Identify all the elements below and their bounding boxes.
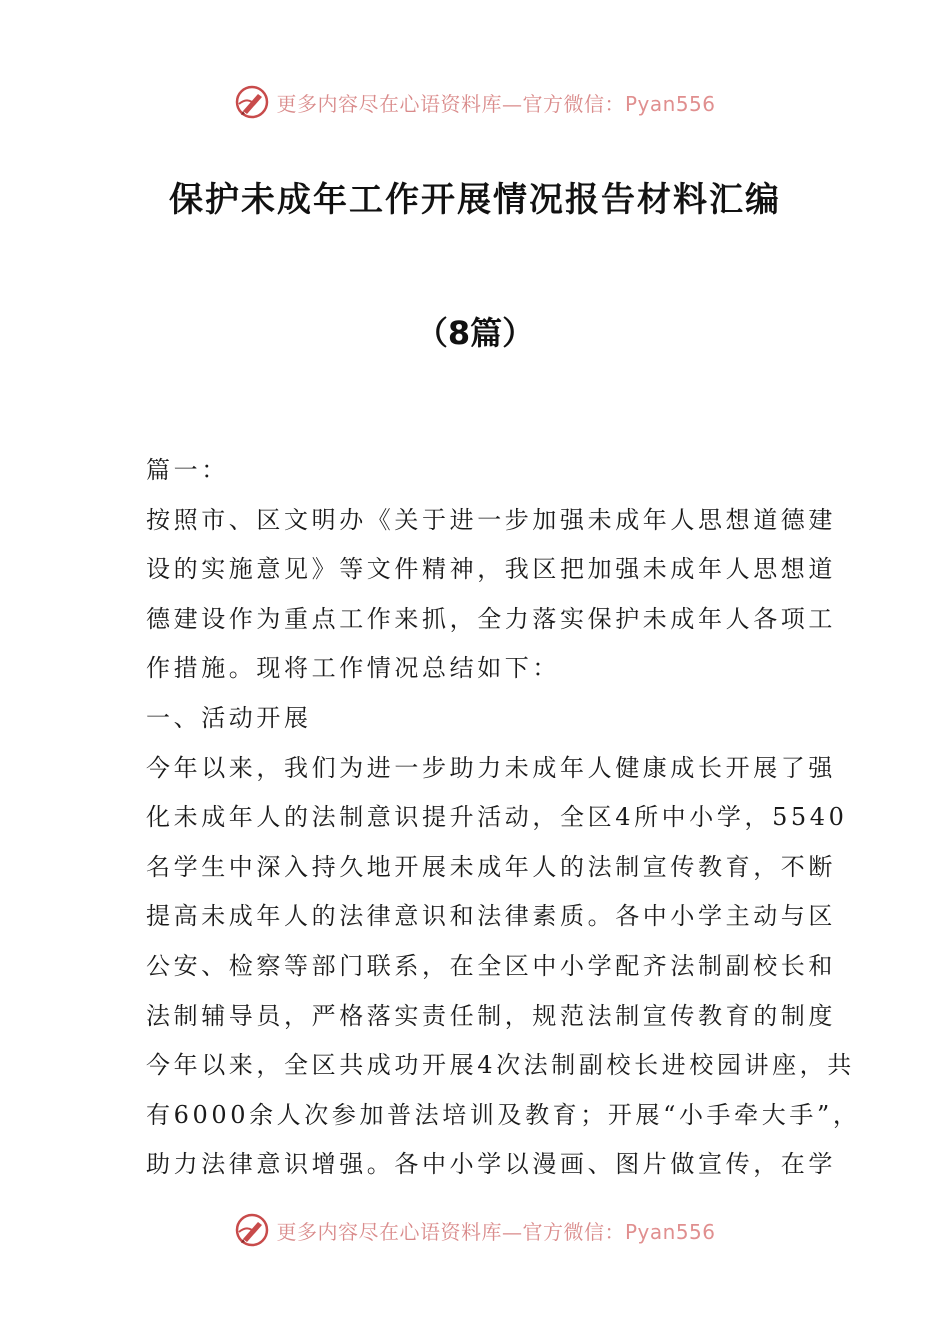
watermark-text: 更多内容尽在心语资料库—官方微信：Pyan556 xyxy=(276,1219,716,1244)
watermark-text: 更多内容尽在心语资料库—官方微信：Pyan556 xyxy=(276,91,716,116)
body-line: 篇一： xyxy=(146,456,229,484)
body-line: 按照市、区文明办《关于进一步加强未成年人思想道德建 xyxy=(146,505,836,534)
watermark-header xyxy=(0,82,950,122)
body-line: 今年以来，我们为进一步助力未成年人健康成长开展了强 xyxy=(146,753,836,782)
body-line: 作措施。现将工作情况总结如下： xyxy=(146,654,560,683)
section-heading: 一、活动开展 xyxy=(146,703,312,732)
document-body xyxy=(146,446,861,1190)
watermark-wechat-id: Pyan556 xyxy=(624,91,716,116)
watermark-wechat-id: Pyan556 xyxy=(624,1219,716,1244)
body-line: 名学生中深入持久地开展未成年人的法制宣传教育，不断 xyxy=(146,852,836,881)
pen-logo-icon xyxy=(234,1212,270,1248)
body-line: 法制辅导员，严格落实责任制，规范法制宣传教育的制度 xyxy=(146,1001,836,1030)
pen-logo-icon xyxy=(234,84,270,120)
watermark-footer xyxy=(0,1210,950,1250)
body-line: 提高未成年人的法律意识和法律素质。各中小学主动与区 xyxy=(146,902,836,931)
body-line: 化未成年人的法制意识提升活动，全区4所中小学，5540 xyxy=(146,803,848,832)
body-line: 今年以来，全区共成功开展4次法制副校长进校园讲座，共 xyxy=(146,1051,855,1080)
body-line: 助力法律意识增强。各中小学以漫画、图片做宣传，在学 xyxy=(146,1150,836,1179)
body-line: 德建设作为重点工作来抓，全力落实保护未成年人各项工 xyxy=(146,604,836,633)
body-line: 设的实施意见》等文件精神，我区把加强未成年人思想道 xyxy=(146,555,836,584)
document-subtitle: （8篇） xyxy=(415,314,535,352)
body-line: 公安、检察等部门联系，在全区中小学配齐法制副校长和 xyxy=(146,951,836,980)
body-line: 有6000余人次参加普法培训及教育；开展“小手牵大手”， xyxy=(146,1100,861,1129)
document-title: 保护未成年工作开展情况报告材料汇编 xyxy=(169,180,781,220)
